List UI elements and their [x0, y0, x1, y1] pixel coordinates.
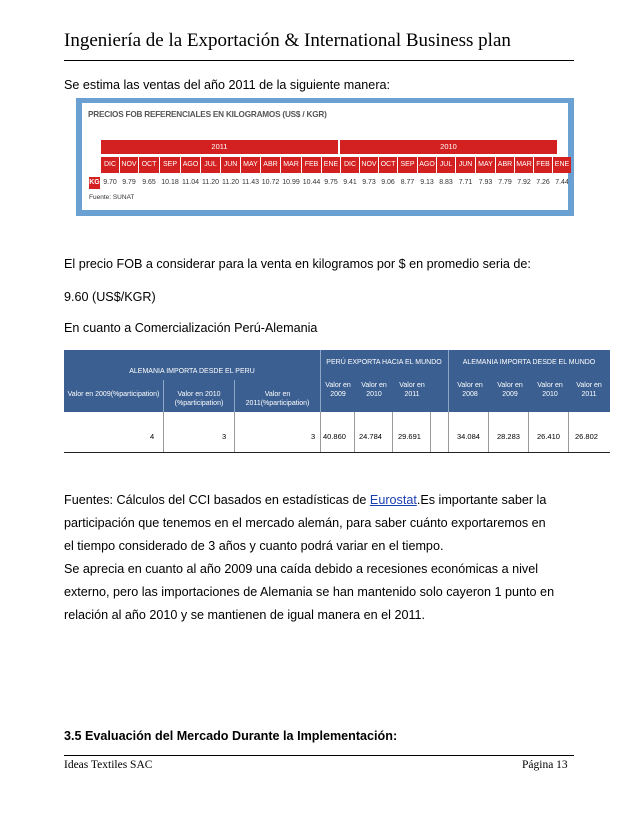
month-cell: NOV [120, 157, 138, 173]
table-cell: 34.084 [457, 432, 480, 441]
col-header: Valor en 2009 [497, 382, 523, 398]
footer-page-number: Página 13 [522, 759, 568, 771]
page-header-title: Ingeniería de la Exportación & International Business plan [64, 30, 511, 51]
month-cell: AGO [181, 157, 200, 173]
year-2011-header: 2011 [101, 140, 338, 154]
month-cell: FEB [302, 157, 321, 173]
month-cell: MAY [241, 157, 260, 173]
month-cell: MAR [281, 157, 301, 173]
month-cell: SEP [160, 157, 180, 173]
price-cell: 7.79 [498, 179, 512, 186]
group-header-alemania-peru: ALEMANIA IMPORTA DESDE EL PERU [129, 368, 255, 375]
fuentes-text-end: .Es importante saber la [416, 493, 547, 507]
month-cell: SEP [398, 157, 417, 173]
price-cell: 7.26 [536, 179, 550, 186]
month-header-row [89, 157, 572, 173]
table-cell: 3 [311, 432, 316, 441]
month-cell: ENE [322, 157, 340, 173]
col-header: Valor en 2011(%participation) [245, 391, 310, 407]
col-header: Valor en 2010 [361, 382, 387, 398]
figure-source: Fuente: SUNAT [89, 194, 135, 201]
price-cell: 9.70 [103, 179, 117, 186]
month-cell: MAY [476, 157, 495, 173]
table-cell: 3 [222, 432, 227, 441]
price-cell: 11.20 [222, 179, 239, 186]
price-value-row [89, 177, 572, 189]
header-divider [64, 60, 574, 61]
col-header: Valor en 2009(%participation) [67, 391, 160, 398]
month-cell: DIC [341, 157, 359, 173]
month-cell: OCT [139, 157, 159, 173]
col-header: Valor en 2011 [576, 382, 602, 398]
price-cell: 11.20 [202, 179, 219, 186]
price-cell: 11.43 [242, 179, 259, 186]
table-cell: 26.802 [575, 432, 598, 441]
table-cell: 4 [150, 432, 155, 441]
price-cell: 9.75 [324, 179, 338, 186]
fuentes-text: Fuentes: Cálculos del CCI basados en estadísticas de [64, 493, 370, 507]
precio-value: 9.60 (US$/KGR) [64, 290, 156, 304]
eurostat-link[interactable]: Eurostat [369, 493, 417, 507]
price-cell: 10.72 [261, 179, 280, 186]
price-cell: 11.04 [182, 179, 199, 186]
price-cell: 9.06 [381, 179, 395, 186]
price-cell: 7.44 [555, 179, 569, 186]
month-cell: JUN [456, 157, 475, 173]
price-cell: 10.44 [302, 179, 321, 186]
precio-text: El precio FOB a considerar para la venta en kilogramos por $ en promedio seria de: [64, 257, 531, 271]
table-cell: 29.691 [398, 432, 421, 441]
month-cell: MAR [515, 157, 533, 173]
price-cell: 8.77 [400, 179, 415, 186]
price-cell: 8.83 [439, 179, 453, 186]
table-cell: 24.784 [359, 432, 382, 441]
table-cell: 26.410 [537, 432, 560, 441]
fuentes-line [64, 493, 546, 507]
price-cell: 7.93 [478, 179, 493, 186]
month-cell: JUL [201, 157, 220, 173]
paragraph-line: relación al año 2010 y se mantienen de igual manera en el 2011. [64, 608, 426, 622]
row-label-kg: KG [89, 177, 100, 189]
month-cell: NOV [360, 157, 378, 173]
trade-table-header [64, 350, 610, 412]
price-cell: 10.18 [161, 179, 179, 186]
month-cell: JUL [437, 157, 455, 173]
col-header: Valor en 2008 [457, 382, 483, 398]
col-header: Valor en 2010 [537, 382, 563, 398]
table-cell: 40.860 [323, 432, 346, 441]
price-cell: 9.79 [122, 179, 136, 186]
section-heading: 3.5 Evaluación del Mercado Durante la Implementación: [64, 729, 398, 743]
col-header: Valor en 2010 (%participation) [174, 391, 224, 407]
comercializacion-text: En cuanto a Comercialización Perú-Alemania [64, 321, 318, 335]
month-cell: FEB [534, 157, 552, 173]
intro-text: Se estima las ventas del año 2011 de la siguiente manera: [64, 78, 391, 92]
month-cell: OCT [379, 157, 397, 173]
month-cell: ENE [553, 157, 571, 173]
paragraph-line: Se aprecia en cuanto al año 2009 una caída debido a recesiones económicas a nivel [64, 562, 538, 576]
price-cell: 9.41 [343, 179, 357, 186]
month-cell: JUN [221, 157, 240, 173]
month-cell: DIC [101, 157, 119, 173]
month-cell: ABR [496, 157, 514, 173]
figure-title: PRECIOS FOB REFERENCIALES EN KILOGRAMOS (US$ / KGR) [88, 110, 327, 119]
paragraph-line: participación que tenemos en el mercado alemán, para saber cuánto exportaremos en [64, 516, 546, 530]
month-cell: ABR [261, 157, 280, 173]
year-2010-header: 2010 [340, 140, 557, 154]
group-header-peru-mundo: PERÚ EXPORTA HACIA EL MUNDO [326, 359, 442, 366]
footer-divider [64, 755, 574, 756]
footer-company: Ideas Textiles SAC [64, 759, 153, 771]
table-cell: 28.283 [497, 432, 520, 441]
price-cell: 9.13 [420, 179, 434, 186]
price-cell: 9.65 [142, 179, 156, 186]
month-cell: AGO [418, 157, 436, 173]
col-header: Valor en 2009 [325, 382, 351, 398]
month-row-spacer [89, 157, 100, 173]
paragraph-line: externo, pero las importaciones de Alemania se han mantenido solo cayeron 1 punto en [64, 585, 555, 599]
group-header-alemania-mundo: ALEMANIA IMPORTA DESDE EL MUNDO [462, 359, 596, 366]
price-cell: 9.73 [362, 179, 376, 186]
price-cell: 10.99 [282, 179, 300, 186]
paragraph-line: el tiempo considerado de 3 años y cuanto podrá variar en el tiempo. [64, 539, 444, 553]
col-header: Valor en 2011 [399, 382, 425, 398]
price-cell: 7.71 [458, 179, 473, 186]
price-cell: 7.92 [517, 179, 531, 186]
